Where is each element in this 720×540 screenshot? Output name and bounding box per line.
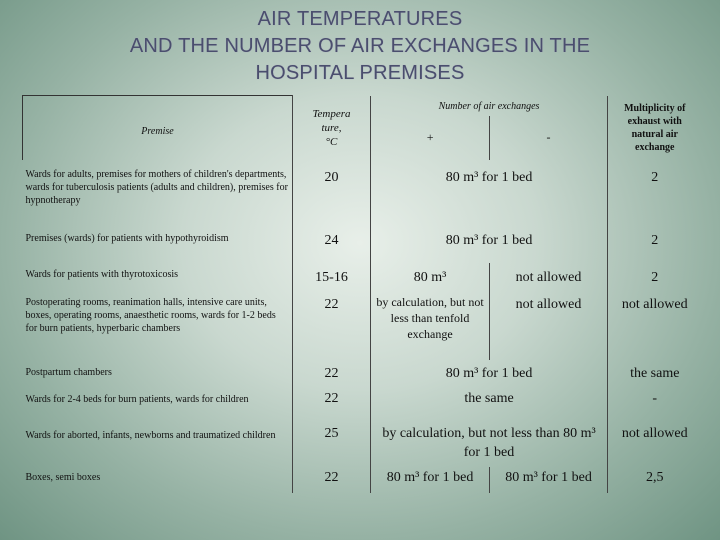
row-exchange: the same: [371, 386, 608, 424]
row-multiplicity: 2: [651, 169, 659, 185]
row-multiplicity: 2,5: [646, 469, 664, 485]
row-plus: by calculation, but not less than tenfold exchange: [371, 290, 490, 360]
header-multiplicity: Multiplicity of exhaust with natural air exchange: [624, 102, 686, 153]
row-multiplicity: 2: [651, 269, 659, 285]
row-temp: 22: [293, 360, 371, 386]
row-minus: 80 m³ for 1 bed: [490, 467, 608, 493]
table-row: [23, 263, 702, 290]
row-minus: not allowed: [490, 290, 608, 360]
row-temp: 24: [293, 226, 371, 263]
row-multiplicity: -: [652, 390, 658, 406]
row-multiplicity: 2: [651, 232, 659, 248]
row-premise: Premises (wards) for patients with hypothyroidism: [23, 226, 293, 263]
header-minus: -: [490, 116, 608, 160]
row-exchange: 80 m³ for 1 bed: [371, 160, 608, 226]
row-premise: Postoperating rooms, reanimation halls, intensive care units, boxes, operating rooms, anaesthetic rooms, wards for 1-2 beds for burn patients, hyperbaric chambers: [23, 290, 293, 360]
row-premise: Wards for aborted, infants, newborns and traumatized children: [23, 424, 293, 467]
row-plus: 80 m³: [371, 263, 490, 290]
header-temp-line-2: ture,: [321, 121, 342, 134]
row-temp: 15-16: [293, 263, 371, 290]
row-temp: 22: [293, 290, 371, 360]
title-line-2: AND THE NUMBER OF AIR EXCHANGES IN THE: [129, 35, 591, 57]
title-line-1: AIR TEMPERATURES: [257, 8, 463, 30]
table-row: [23, 360, 702, 386]
header-premise: Premise: [23, 96, 293, 160]
row-premise: Postpartum chambers: [23, 360, 293, 386]
row-multiplicity: not allowed: [621, 296, 688, 312]
table-row: [23, 290, 702, 360]
row-temp: 25: [293, 424, 371, 467]
row-premise: Wards for patients with thyrotoxicosis: [23, 263, 293, 290]
row-temp: 22: [293, 386, 371, 424]
row-multiplicity: not allowed: [621, 425, 688, 441]
table-row: [23, 467, 702, 493]
row-minus: not allowed: [490, 263, 608, 290]
header-temp-line-1: Tempera: [312, 107, 351, 120]
header-air-exchanges: Number of air exchanges: [371, 96, 608, 116]
table-row: [23, 424, 702, 467]
page-title: [0, 6, 720, 87]
row-exchange: 80 m³ for 1 bed: [371, 226, 608, 263]
table-header-row: [23, 96, 702, 116]
header-temp-line-3: °C: [325, 135, 338, 148]
row-temp: 20: [293, 160, 371, 226]
row-temp: 22: [293, 467, 371, 493]
title-line-3: HOSPITAL PREMISES: [255, 62, 465, 84]
row-exchange: 80 m³ for 1 bed: [371, 360, 608, 386]
row-exchange: by calculation, but not less than 80 m³ for 1 bed: [371, 424, 608, 467]
row-premise: Boxes, semi boxes: [23, 467, 293, 493]
table-row: [23, 386, 702, 424]
table-row: [23, 226, 702, 263]
air-exchange-table: [22, 95, 702, 493]
table-row: [23, 160, 702, 226]
row-premise: Wards for 2-4 beds for burn patients, wards for children: [23, 386, 293, 424]
header-temperature: [293, 96, 371, 160]
row-premise: Wards for adults, premises for mothers of children's departments, wards for tuberculosis patients (adults and children), premises for hypnotherapy: [23, 160, 293, 226]
header-plus: +: [371, 116, 490, 160]
row-multiplicity: the same: [630, 365, 680, 381]
row-plus: 80 m³ for 1 bed: [371, 467, 490, 493]
